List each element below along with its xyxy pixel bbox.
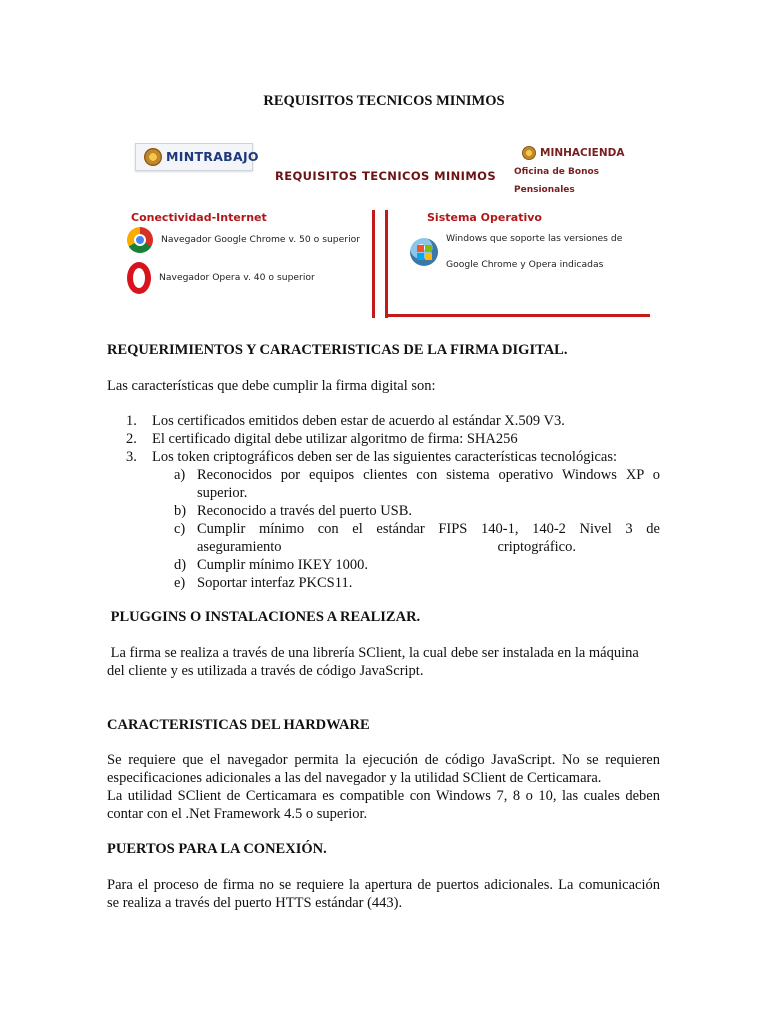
- minhacienda-logo: [512, 144, 642, 199]
- requirements-banner: [120, 130, 650, 318]
- list-item: 2. El certificado digital debe utilizar algoritmo de firma: SHA256: [126, 431, 518, 447]
- banner-title: REQUISITOS TECNICOS MINIMOS: [275, 169, 497, 183]
- chrome-requirement-text: Navegador Google Chrome v. 50 o superior: [161, 234, 361, 245]
- hardware-line-3: La utilidad SClient de Certicamara es compatible con Windows 7, 8 o 10, las cuales deben: [107, 788, 660, 804]
- mintrabajo-logo-text: MINTRABAJO: [166, 149, 259, 164]
- windows-requirement-line-1: Windows que soporte las versiones de: [446, 233, 623, 244]
- list-item: 1. Los certificados emitidos deben estar de acuerdo al estándar X.509 V3.: [126, 413, 565, 429]
- hardware-heading: CARACTERISTICAS DEL HARDWARE: [107, 717, 370, 733]
- plugins-heading: PLUGGINS O INSTALACIONES A REALIZAR.: [107, 609, 421, 625]
- oficina-bonos-text: Oficina de Bonos Pensionales: [514, 167, 600, 195]
- list-item: d) Cumplir mínimo IKEY 1000.: [174, 557, 369, 573]
- list-item: c) Cumplir mínimo con el estándar FIPS 140-1, 140-2 Nivel 3 de aseguramiento criptográfico.: [174, 521, 660, 555]
- colombia-seal-icon: [144, 148, 162, 166]
- plugins-line-1: La firma se realiza a través de una librería SClient, la cual debe ser instalada en la máquina: [107, 645, 639, 661]
- digital-signature-intro: Las características que debe cumplir la firma digital son:: [107, 378, 436, 394]
- colombia-seal-icon: [522, 146, 536, 160]
- plugins-line-2: del cliente y es utilizada a través de código JavaScript.: [107, 663, 424, 679]
- connectivity-heading: Conectividad-Internet: [131, 211, 267, 224]
- chrome-requirement: [127, 227, 360, 253]
- divider-left: [372, 210, 375, 318]
- divider-bottom: [385, 314, 650, 317]
- token-characteristics-list: [174, 466, 660, 592]
- opera-requirement: [127, 262, 315, 294]
- windows-requirement: [410, 230, 622, 274]
- ports-line-1: Para el proceso de firma no se requiere la apertura de puertos adicionales. La comunicación: [107, 877, 660, 893]
- list-item: e) Soportar interfaz PKCS11.: [174, 575, 353, 591]
- ports-line-2: se realiza a través del puerto HTTS estándar (443).: [107, 895, 403, 911]
- list-item: b) Reconocido a través del puerto USB.: [174, 503, 413, 519]
- minhacienda-logo-text: MINHACIENDA: [540, 147, 625, 159]
- list-item: 3. Los token criptográficos deben ser de las siguientes características tecnológicas:: [126, 449, 618, 465]
- page-title: REQUISITOS TECNICOS MINIMOS: [263, 93, 505, 109]
- ports-heading: PUERTOS PARA LA CONEXIÓN.: [107, 841, 327, 857]
- signature-requirements-list: [126, 412, 660, 466]
- chrome-icon: [127, 227, 153, 253]
- hardware-line-4: contar con el .Net Framework 4.5 o superior.: [107, 806, 368, 822]
- windows-requirement-line-2: Google Chrome y Opera indicadas: [446, 259, 604, 270]
- mintrabajo-logo: [135, 143, 259, 171]
- opera-icon: [127, 262, 151, 294]
- opera-requirement-text: Navegador Opera v. 40 o superior: [159, 272, 315, 283]
- windows-icon: [410, 238, 438, 266]
- list-item: a) Reconocidos por equipos clientes con sistema operativo Windows XP o superior.: [174, 467, 660, 501]
- divider-right: [385, 210, 388, 318]
- digital-signature-heading: REQUERIMIENTOS Y CARACTERISTICAS DE LA FIRMA DIGITAL.: [107, 342, 568, 358]
- hardware-line-1: Se requiere que el navegador permita la ejecución de código JavaScript. No se requieren: [107, 752, 660, 768]
- os-heading: Sistema Operativo: [427, 211, 542, 224]
- hardware-line-2: especificaciones adicionales a las del navegador y la utilidad SClient de Certicamara.: [107, 770, 602, 786]
